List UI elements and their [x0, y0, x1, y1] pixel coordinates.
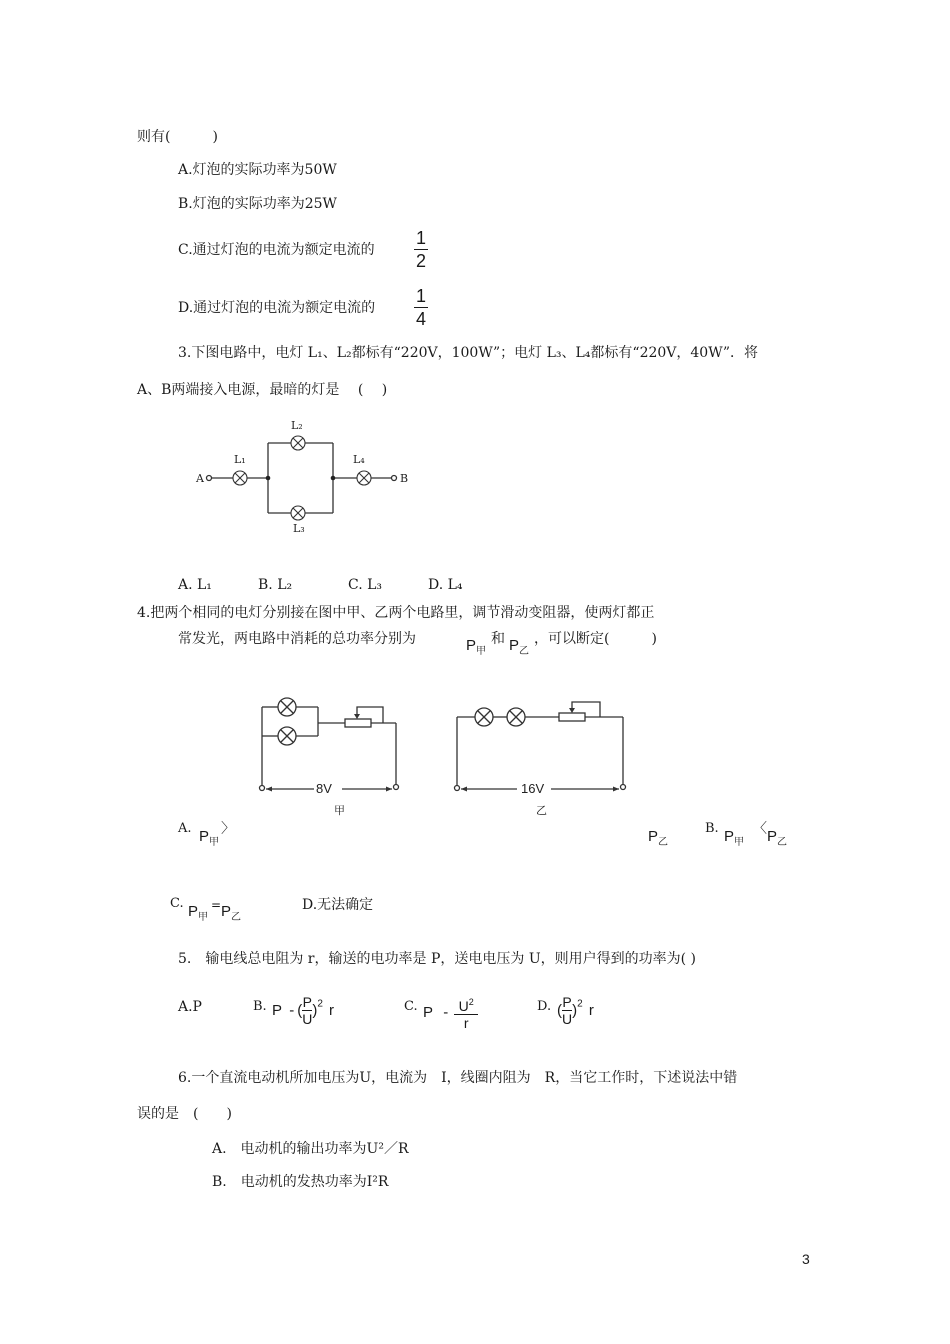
lamp-symbol [475, 708, 493, 726]
q6-option-a: A. 电动机的输出功率为U²／R [212, 1141, 409, 1157]
q4-option-a-p-jia: $P_甲$ [199, 828, 220, 848]
q2-option-c-fraction: 1 2 [415, 228, 426, 271]
circuit-jia-label: 甲 [334, 804, 345, 817]
q4-stem-line2b: ，可以断定( ) [534, 631, 657, 647]
lamp-l1-symbol [233, 471, 247, 485]
q4-and: 和 [491, 631, 505, 647]
q3-stem-line2: A、B两端接入电源，最暗的灯是 ( ) [137, 382, 388, 398]
q2-option-d: D.通过灯泡的电流为额定电流的 [178, 300, 376, 316]
q3-option-a: A. L₁ [178, 577, 212, 593]
q5-option-c-formula: P - $\frac{U^2}{r}$ [423, 994, 478, 1031]
q4-option-a-gt: 〉 [221, 821, 235, 837]
q4-p-jia: $P_甲$ [466, 637, 487, 657]
terminal-a-label: A [196, 472, 204, 485]
lamp-l3-symbol [291, 506, 305, 520]
q4-option-c-p-yi: $P_乙$ [221, 903, 242, 923]
q5-option-c-letter: C. [404, 999, 418, 1014]
intro-text: 则有( ) [137, 129, 218, 145]
q4-option-c-letter: C. [170, 896, 184, 911]
circuit-yi-label: 乙 [536, 804, 547, 817]
q3-option-c: C. L₃ [348, 577, 383, 593]
q4-option-b-lt: 〈 [753, 821, 767, 837]
q4-option-b-letter: B. [705, 821, 719, 836]
q5-option-b-formula: P - ( $\frac{P}{U}$ )$^2$ r [272, 994, 335, 1027]
terminal-b-label: B [400, 472, 409, 485]
lamp-l4-symbol [357, 471, 371, 485]
q3-stem-line1: 3.下图电路中，电灯 L₁、L₂都标有“220V，100W”；电灯 L₃、L₄都标有“220V，40W”．将 [178, 345, 759, 361]
lamp-symbol [278, 698, 296, 716]
q3-circuit-diagram [190, 415, 430, 540]
lamp-symbol [278, 727, 296, 745]
lamp-symbol [507, 708, 525, 726]
q4-p-yi: $P_乙$ [509, 637, 530, 657]
q2-option-d-fraction: 1 4 [415, 286, 426, 329]
q2-option-c: C.通过灯泡的电流为额定电流的 [178, 242, 375, 258]
lamp-l3-label: L₃ [293, 522, 305, 535]
q2-option-b: B.灯泡的实际功率为25W [178, 196, 337, 212]
q4-option-d: D.无法确定 [302, 897, 374, 913]
lamp-l1-label: L₁ [234, 453, 246, 466]
q4-option-c-p-jia: $P_甲$ [188, 903, 209, 923]
q4-option-b-p-jia: $P_甲$ [724, 828, 745, 848]
q4-option-c-equals: = [211, 898, 222, 912]
q5-stem: 5. 输电线总电阻为 r，输送的电功率是 P，送电电压为 U，则用户得到的功率为( ) [178, 951, 696, 967]
q4-option-a-p-yi: $P_乙$ [648, 828, 669, 848]
q4-option-a-letter: A. [178, 821, 192, 836]
q5-option-a: A.P [178, 999, 202, 1015]
circuit-jia-voltage: 8V [316, 781, 332, 796]
q4-option-b-p-yi: $P_乙$ [767, 828, 788, 848]
q4-stem-line2a: 常发光，两电路中消耗的总功率分别为 [178, 631, 416, 647]
page-number: 3 [802, 1251, 810, 1267]
lamp-l2-symbol [291, 436, 305, 450]
circuit-yi-voltage: 16V [521, 781, 545, 796]
q6-stem-line1: 6.一个直流电动机所加电压为U，电流为 I，线圈内阻为 R，当它工作时，下述说法中错 [178, 1070, 738, 1086]
q2-option-a: A.灯泡的实际功率为50W [178, 162, 337, 178]
q4-circuit-jia [250, 690, 410, 820]
q6-option-b: B. 电动机的发热功率为I²R [212, 1174, 389, 1190]
q4-stem-line1: 4.把两个相同的电灯分别接在图中甲、乙两个电路里，调节滑动变阻器，使两灯都正 [137, 605, 655, 621]
q4-circuit-yi [447, 690, 637, 820]
q3-option-d: D. L₄ [428, 577, 463, 593]
q5-option-d-formula: ( $\frac{P}{U}$ )$^2$ r [557, 994, 594, 1027]
lamp-l4-label: L₄ [353, 453, 365, 466]
q5-option-b-letter: B. [253, 999, 267, 1014]
q5-option-d-letter: D. [537, 999, 552, 1014]
q3-option-b: B. L₂ [258, 577, 293, 593]
lamp-l2-label: L₂ [291, 419, 303, 432]
q6-stem-line2: 误的是 ( ) [137, 1106, 232, 1122]
